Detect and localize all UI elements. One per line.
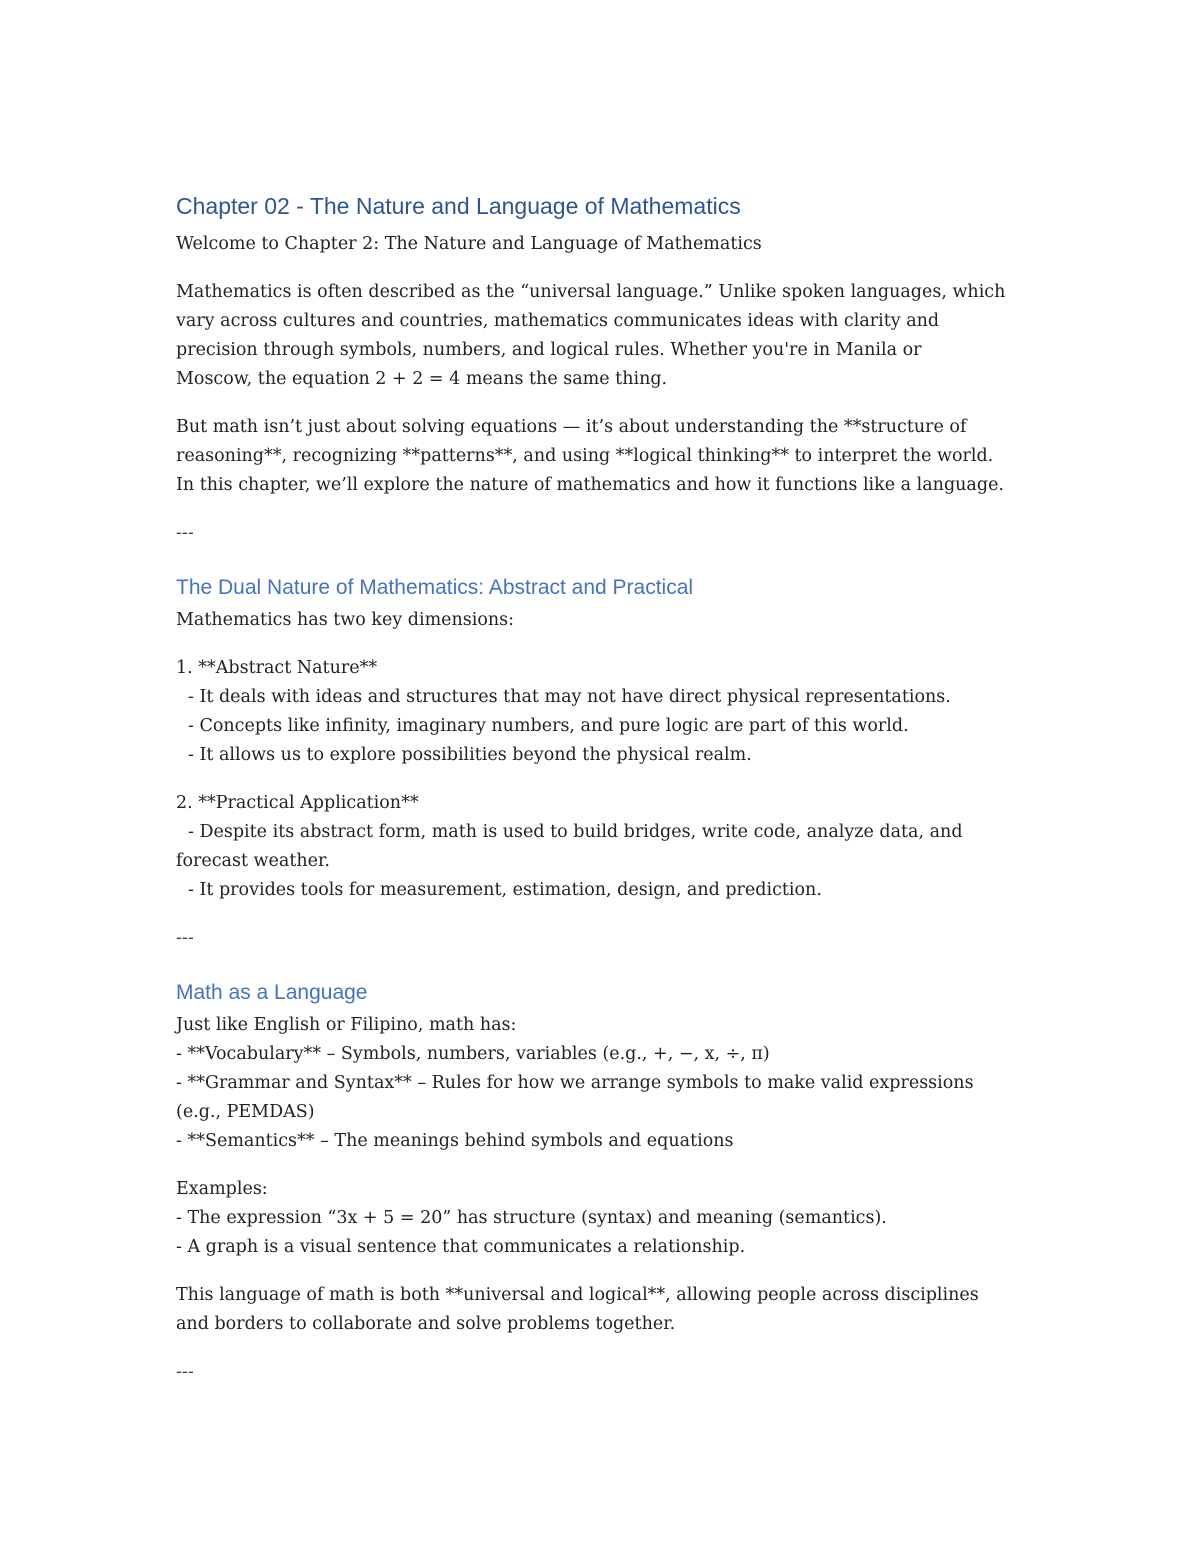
intro-line: Mathematics is often described as the “universal language.” Unlike spoken languages, which — [176, 282, 1006, 302]
dual-nature-lead-text: Mathematics has two key dimensions: — [176, 610, 515, 630]
closing-line: This language of math is both **universal and logical**, allowing people across disciplines — [176, 1285, 979, 1305]
section-heading-math-language: Math as a Language — [176, 981, 368, 1004]
practical-point: - Despite its abstract form, math is used to build bridges, write code, analyze data, and — [188, 822, 963, 842]
reasoning-line: But math isn’t just about solving equations — it’s about understanding the **structure of — [176, 417, 967, 437]
abstract-nature-item — [176, 654, 1036, 770]
reasoning-paragraph — [176, 413, 1036, 500]
abstract-point: - It deals with ideas and structures that may not have direct physical representations. — [188, 687, 951, 707]
separator: --- — [176, 523, 194, 543]
examples-block — [176, 1175, 1036, 1262]
closing-paragraph — [176, 1281, 1036, 1339]
math-language-list — [176, 1011, 1036, 1156]
abstract-nature-title: 1. **Abstract Nature** — [176, 658, 378, 678]
grammar-item-continued: (e.g., PEMDAS) — [176, 1102, 315, 1122]
dual-nature-lead — [176, 606, 1036, 635]
intro-line: precision through symbols, numbers, and logical rules. Whether you're in Manila or — [176, 340, 922, 360]
example-item: - A graph is a visual sentence that communicates a relationship. — [176, 1237, 746, 1257]
abstract-point: - Concepts like infinity, imaginary numbers, and pure logic are part of this world. — [188, 716, 909, 736]
chapter-title: Chapter 02 - The Nature and Language of Mathematics — [176, 193, 741, 219]
practical-point: - It provides tools for measurement, estimation, design, and prediction. — [188, 880, 822, 900]
section-heading-dual-nature: The Dual Nature of Mathematics: Abstract and Practical — [176, 576, 694, 599]
intro-line: Moscow, the equation 2 + 2 = 4 means the same thing. — [176, 369, 668, 389]
examples-label: Examples: — [176, 1179, 268, 1199]
intro-line: vary across cultures and countries, mathematics communicates ideas with clarity and — [176, 311, 940, 331]
reasoning-line: reasoning**, recognizing **patterns**, and using **logical thinking** to interpret the world. — [176, 446, 994, 466]
practical-point-continued: forecast weather. — [176, 851, 330, 871]
intro-paragraph — [176, 278, 1036, 394]
grammar-item: - **Grammar and Syntax** – Rules for how we arrange symbols to make valid expressions — [176, 1073, 974, 1093]
welcome-line — [176, 230, 1036, 259]
practical-application-item — [176, 789, 1036, 905]
document-page — [176, 186, 1036, 1409]
separator: --- — [176, 928, 194, 948]
practical-application-title: 2. **Practical Application** — [176, 793, 419, 813]
math-language-lead: Just like English or Filipino, math has: — [176, 1015, 517, 1035]
welcome-text: Welcome to Chapter 2: The Nature and Language of Mathematics — [176, 234, 762, 254]
reasoning-line: In this chapter, we’ll explore the nature of mathematics and how it functions like a language. — [176, 475, 1004, 495]
abstract-point: - It allows us to explore possibilities beyond the physical realm. — [188, 745, 752, 765]
separator: --- — [176, 1362, 194, 1382]
closing-line: and borders to collaborate and solve problems together. — [176, 1314, 676, 1334]
semantics-item: - **Semantics** – The meanings behind symbols and equations — [176, 1131, 734, 1151]
vocabulary-item: - **Vocabulary** – Symbols, numbers, variables (e.g., +, −, x, ÷, π) — [176, 1044, 770, 1064]
example-item: - The expression “3x + 5 = 20” has structure (syntax) and meaning (semantics). — [176, 1208, 887, 1228]
